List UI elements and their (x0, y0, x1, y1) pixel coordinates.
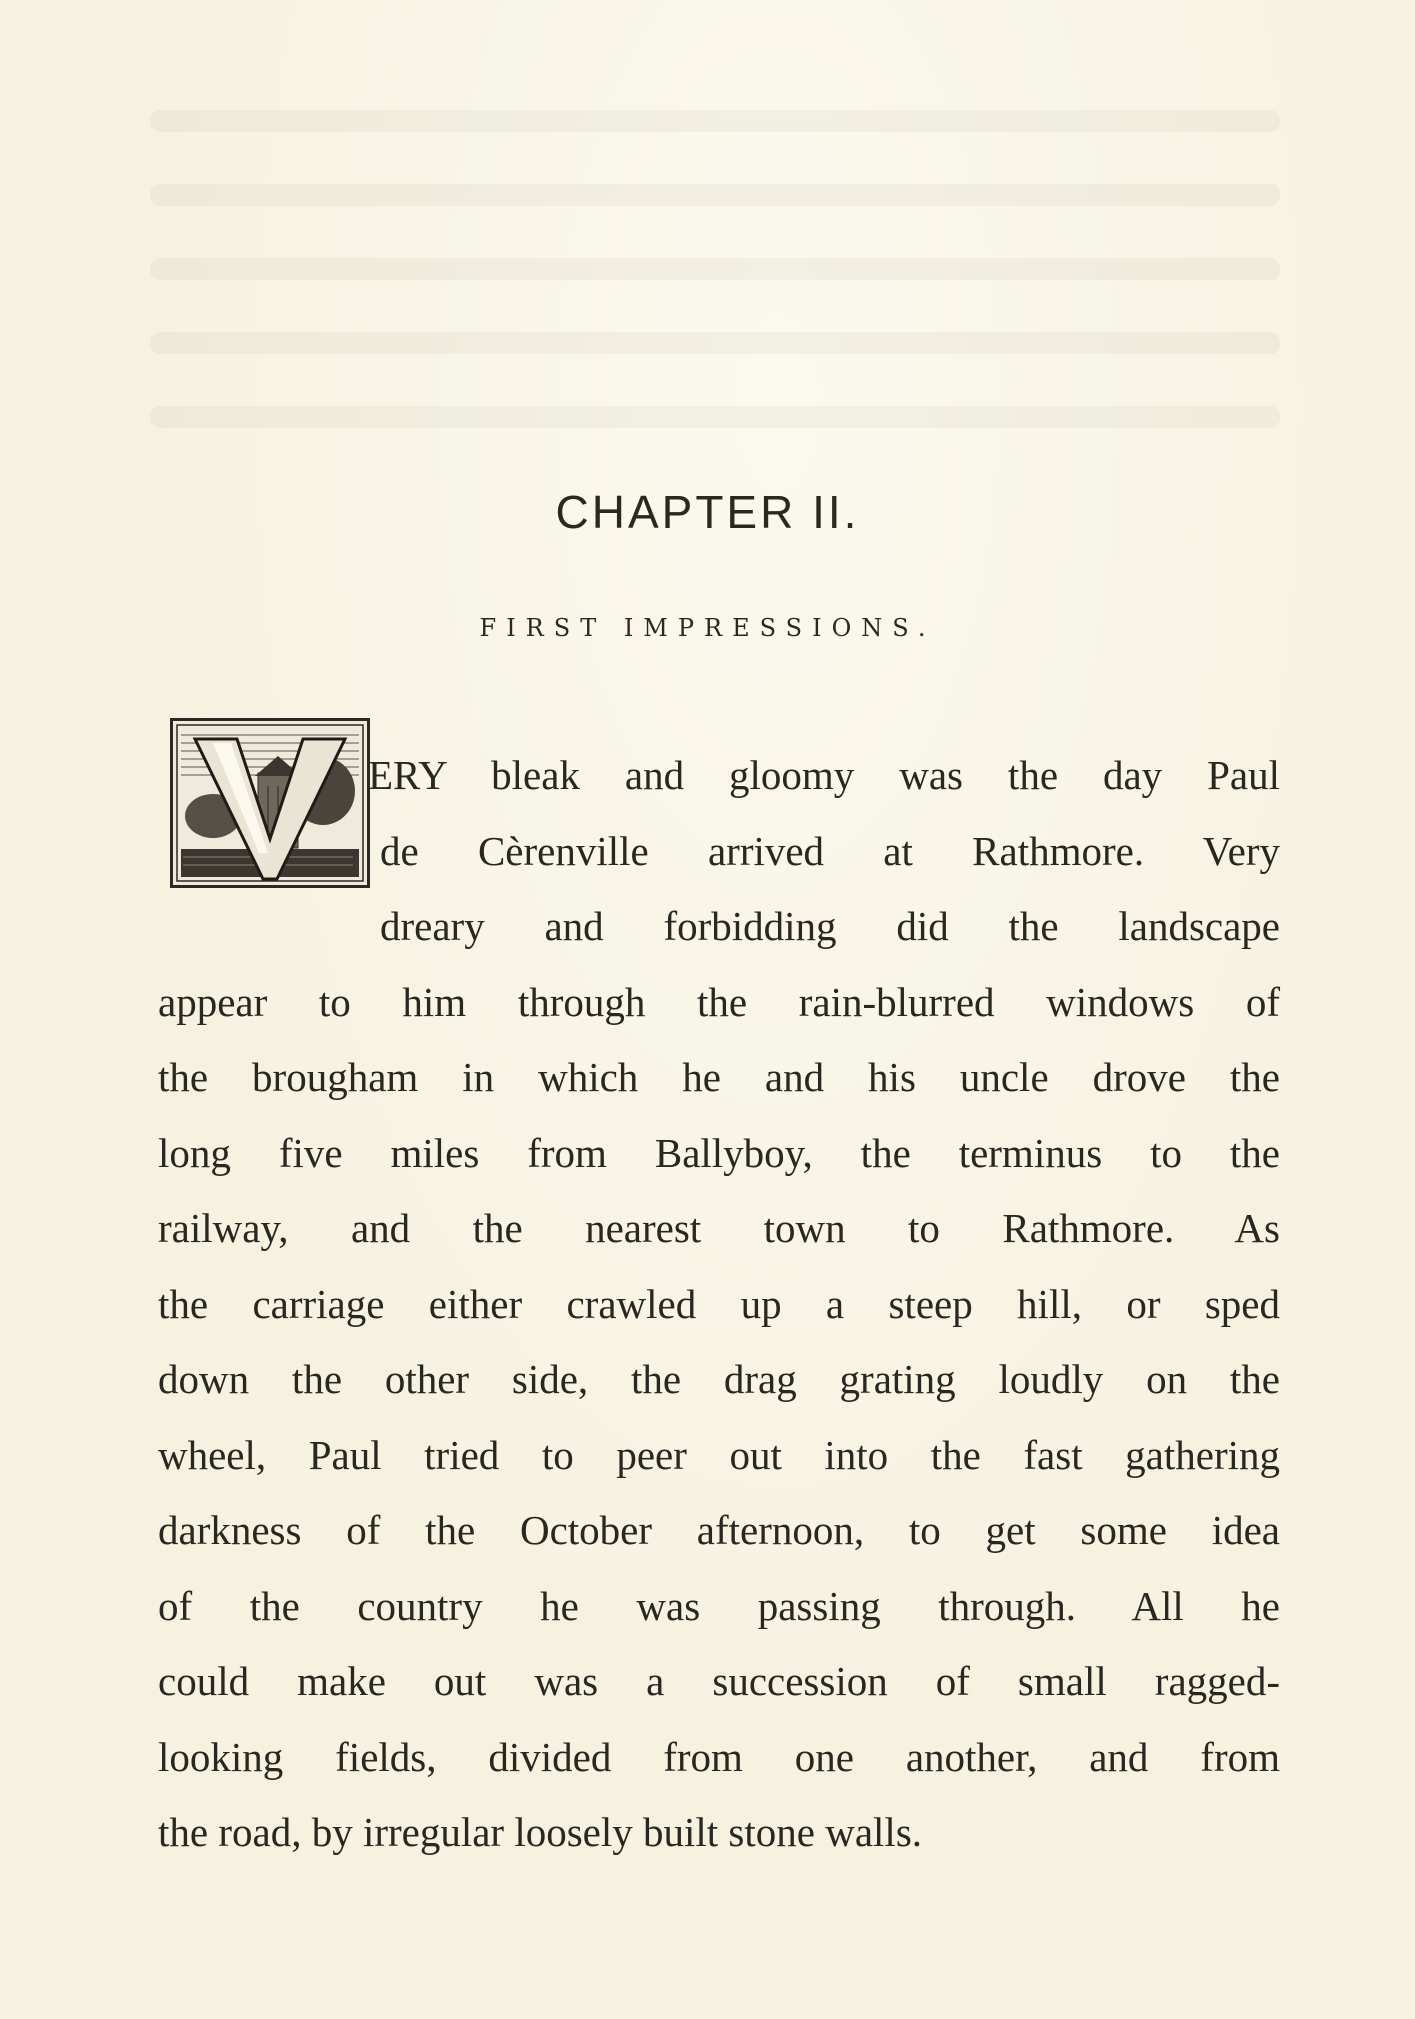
dropcap-letter: V (173, 721, 174, 722)
text-line: the brougham in which he and his uncle drove the (158, 1054, 1280, 1100)
text-line: appear to him through the rain-blurred windows of (158, 978, 1280, 1025)
text-line: could make out was a succession of small ragged- (158, 1658, 1280, 1704)
text-line: dreary and forbidding did the landscape (380, 903, 1280, 949)
text-line: ERY bleak and gloomy was the day Paul (368, 752, 1280, 798)
chapter-subtitle: FIRST IMPRESSIONS. (479, 614, 936, 642)
text-line: wheel, Paul tried to peer out into the fast gathering (158, 1431, 1280, 1478)
chapter-text (158, 738, 1280, 1871)
text-line: de Cèrenville arrived at Rathmore. Very (380, 827, 1280, 874)
chapter-title: CHAPTER II. (555, 486, 860, 538)
text-line: darkness of the October afternoon, to get some idea (158, 1507, 1280, 1553)
text-line: long five miles from Ballyboy, the terminus to the (158, 1129, 1280, 1176)
text-line: looking fields, divided from one another, and from (158, 1733, 1280, 1780)
bleed-through-text (150, 110, 1280, 490)
text-line: the carriage either crawled up a steep hill, or sped (158, 1280, 1280, 1327)
text-line: down the other side, the drag grating loudly on the (158, 1356, 1280, 1402)
text-line: of the country he was passing through. All he (158, 1582, 1280, 1629)
text-line: the road, by irregular loosely built stone walls. (158, 1809, 923, 1855)
text-line: railway, and the nearest town to Rathmore. As (158, 1205, 1280, 1251)
